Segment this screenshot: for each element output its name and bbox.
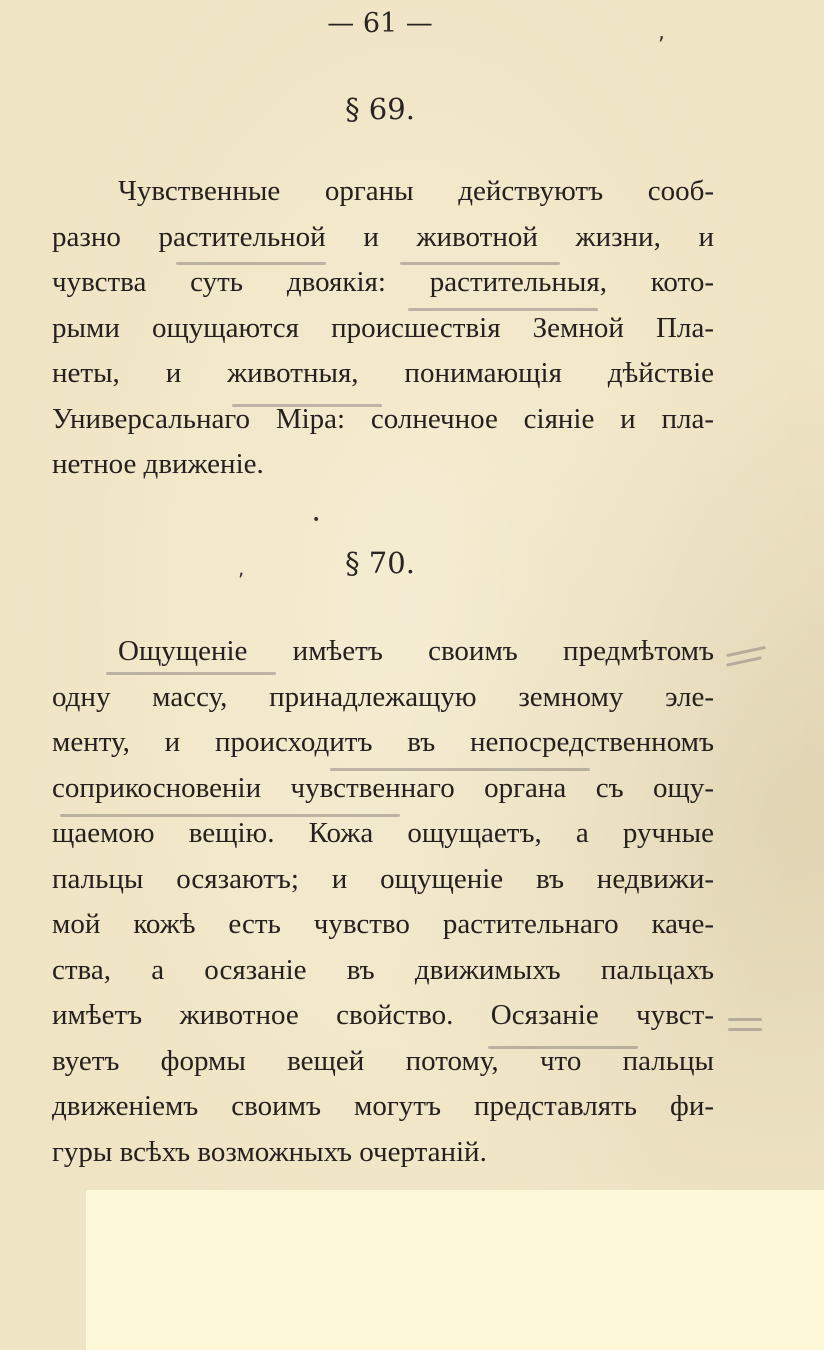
- text-line: мой кожѣ есть чувство растительнаго каче-: [52, 908, 714, 940]
- text-line: щаемою вещію. Кожа ощущаетъ, а ручные: [52, 817, 714, 849]
- pencil-underline: [232, 404, 382, 407]
- text-line: соприкосновеніи чувственнаго органа съ ощу-: [52, 771, 714, 804]
- text-line: пальцы осязаютъ; и ощущеніе въ недвижи-: [52, 862, 714, 895]
- blank-patch: [86, 1190, 824, 1350]
- text-line: разно растительной и животной жизни, и: [52, 220, 714, 253]
- text-line: одну массу, принадлежащую земному эле-: [52, 680, 714, 713]
- pencil-underline: [330, 768, 590, 771]
- text-line: движеніемъ своимъ могутъ представлять фи-: [52, 1090, 714, 1122]
- text-line: чувства суть двоякія: растительныя, кото-: [52, 266, 714, 298]
- stray-dot: •: [312, 512, 321, 528]
- text-line: имѣетъ животное свойство. Осязаніе чувст-: [52, 999, 714, 1031]
- stray-mark: ,: [658, 20, 665, 45]
- pencil-underline: [400, 262, 560, 265]
- pencil-underline: [408, 308, 598, 311]
- text-line: вуетъ формы вещей потому, что пальцы: [52, 1044, 714, 1077]
- text-line: Чувственные органы действуютъ сооб-: [118, 175, 714, 207]
- text-line: неты, и животныя, понимающія дѣйствіе: [52, 357, 714, 389]
- pencil-margin-mark: [728, 1018, 762, 1021]
- text-line: рыми ощущаются происшествія Земной Пла-: [52, 311, 714, 344]
- pencil-margin-mark: [726, 656, 762, 666]
- section-70-heading: § 70.: [345, 546, 415, 580]
- section-69-heading: § 69.: [345, 92, 415, 126]
- text-line: ства, а осязаніе въ движимыхъ пальцахъ: [52, 953, 714, 986]
- pencil-underline: [176, 262, 326, 265]
- text-line: менту, и происходитъ въ непосредственномъ: [52, 726, 714, 758]
- section-70-paragraph: [52, 629, 714, 1175]
- text-line: Универсальнаго Міра: солнечное сіяніе и пла-: [52, 402, 714, 435]
- section-69-paragraph: [52, 169, 714, 488]
- pencil-margin-mark: [728, 1028, 762, 1031]
- pencil-underline: [60, 814, 400, 817]
- pencil-underline: [106, 672, 276, 675]
- stray-mark: ,: [238, 556, 245, 580]
- text-line: Ощущеніе имѣетъ своимъ предмѣтомъ: [118, 635, 714, 667]
- pencil-underline: [488, 1046, 638, 1049]
- page-number: — 61 —: [327, 8, 433, 39]
- text-line: гуры всѣхъ возможныхъ очертаній.: [52, 1135, 487, 1168]
- text-line: нетное движеніе.: [52, 448, 264, 480]
